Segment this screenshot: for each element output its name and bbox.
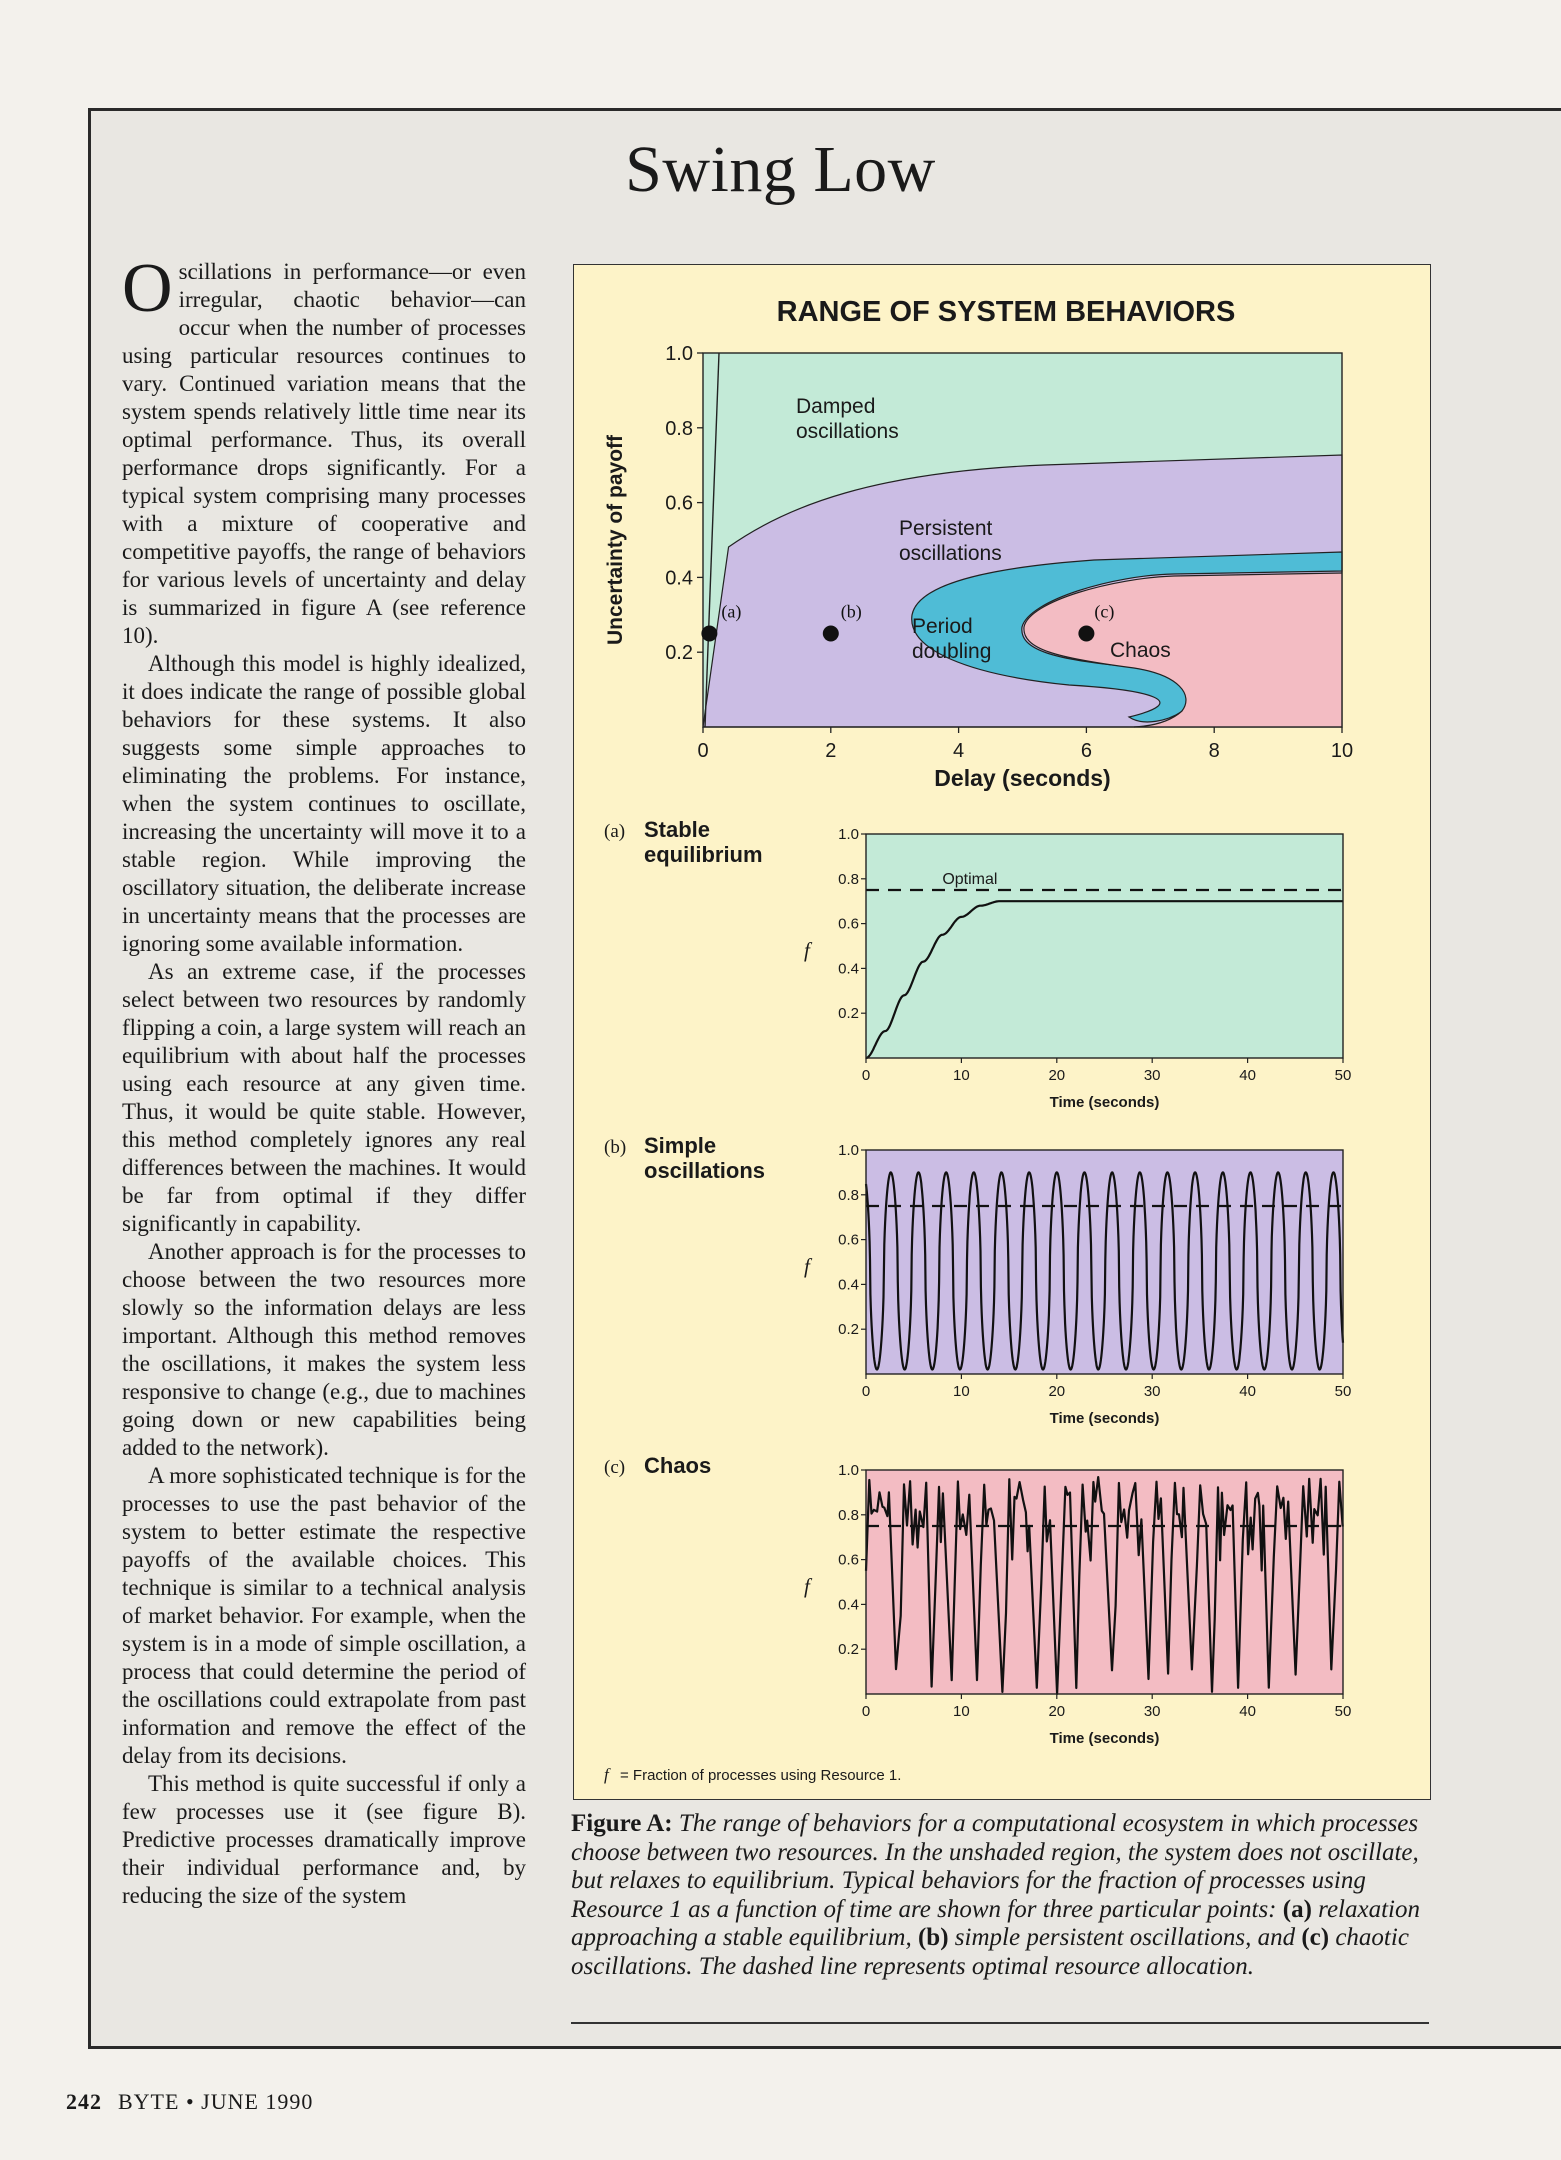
- x-tick-label: 30: [1143, 1703, 1161, 1720]
- paragraph-5: A more sophisticated technique is for the processes to use the past behavior of the system to better estimate the respective payoffs of the available choices. This technique is similar to a technical analysis of market behavior. For example, when the system is in a mode of simple oscillation, a process that could determine the period of the oscillations could extrapolate from past information and remove the effect of the delay from its decisions.: [122, 1463, 526, 1768]
- panel-letter: (c): [604, 1457, 626, 1478]
- x-tick-label: 0: [861, 1703, 871, 1720]
- x-tick-label: 50: [1334, 1067, 1352, 1084]
- y-tick-label: 0.4: [838, 1596, 859, 1614]
- panel-title: Chaos: [644, 1453, 712, 1478]
- y-axis-label: f: [804, 938, 810, 963]
- paragraph-1-text: scillations in performance—or even irregular, chaotic behavior—can occur when the number of processes using particular resources continues to vary. Continued variation means that the system spends relatively little time near its optimal performance. Thus, its overall performance drops significantly. For a typical system comprising many processes with a mixture of cooperative and competitive payoffs, the range of behaviors for various levels of uncertainty and delay is summarized in figure A (see reference 10).: [122, 259, 526, 648]
- x-tick-label: 50: [1334, 1383, 1352, 1400]
- panel-title: oscillations: [644, 1158, 766, 1183]
- x-tick-label: 30: [1143, 1383, 1161, 1400]
- paragraph-1: [122, 250, 526, 650]
- x-tick-label: 50: [1334, 1703, 1352, 1720]
- y-tick-label: 0.4: [665, 567, 693, 590]
- page-footer: [66, 2089, 313, 2115]
- map-title: RANGE OF SYSTEM BEHAVIORS: [776, 296, 1236, 328]
- region-label: oscillations: [899, 542, 1002, 565]
- region-label: doubling: [912, 640, 992, 663]
- caption-label: Figure A:: [571, 1810, 673, 1837]
- x-tick-label: 20: [1048, 1067, 1066, 1084]
- x-tick-label: 6: [1080, 740, 1092, 762]
- region-label: Period: [912, 615, 973, 638]
- footnote-f: f: [604, 1765, 609, 1784]
- x-tick-label: 40: [1239, 1067, 1256, 1084]
- y-tick-label: 1.0: [665, 343, 693, 365]
- paragraph-4: Another approach is for the processes to choose between the two resources more slowly so the information delays are less important. Although this method removes the oscillations, it makes the system less responsive to change (e.g., due to machines going down or new capabilities being added to the network).: [122, 1239, 526, 1460]
- y-tick-label: 0.8: [665, 417, 693, 440]
- x-tick-label: 8: [1208, 740, 1220, 762]
- optimal-label: Optimal: [942, 871, 998, 888]
- x-tick-label: 20: [1048, 1703, 1066, 1720]
- region-label: Damped: [796, 395, 876, 418]
- y-tick-label: 0.4: [838, 1276, 859, 1294]
- caption-text-c: chaotic oscillations. The dashed line represents optimal resource allocation.: [571, 1924, 1409, 1980]
- figure-a: [573, 264, 1431, 1800]
- y-axis-label: f: [804, 1254, 810, 1279]
- x-tick-label: 0: [861, 1067, 871, 1084]
- y-axis-label: f: [804, 1574, 810, 1599]
- caption-text-1: The range of behaviors for a computational ecosystem in which processes choose between two resources. In the unshaded region, the system does not oscillate, but relaxes to equilibrium. Typical behaviors for the fraction of processes using Resource 1 as a function of time are shown for three particular points:: [571, 1810, 1419, 1923]
- article-title: Swing Low: [625, 133, 936, 206]
- panel-a-stable: [604, 817, 1351, 1111]
- behavior-point: [1078, 626, 1094, 642]
- x-tick-label: 10: [953, 1703, 970, 1720]
- drop-cap: O: [122, 250, 173, 327]
- x-tick-label: 10: [953, 1067, 970, 1084]
- figure-caption: [571, 1810, 1431, 1981]
- y-axis-label: Uncertainty of payoff: [604, 434, 627, 646]
- caption-a: (a): [1282, 1895, 1312, 1923]
- x-tick-label: 40: [1239, 1703, 1256, 1720]
- panel-title: equilibrium: [644, 842, 763, 867]
- y-tick-label: 0.4: [838, 960, 859, 978]
- x-axis-label: Time (seconds): [1049, 1094, 1160, 1111]
- y-tick-label: 0.8: [838, 870, 859, 888]
- x-tick-label: 10: [1330, 740, 1354, 762]
- y-tick-label: 0.2: [838, 1641, 859, 1659]
- x-tick-label: 4: [953, 740, 965, 762]
- panel-letter: (a): [604, 821, 626, 842]
- caption-c: (c): [1301, 1924, 1330, 1951]
- x-tick-label: 0: [861, 1383, 871, 1400]
- caption-text-a: relaxation approaching a stable equilibrium,: [571, 1895, 1420, 1951]
- region-label: oscillations: [796, 420, 899, 443]
- panel-title: Simple: [644, 1133, 717, 1158]
- caption-rule: [571, 2022, 1429, 2024]
- y-tick-label: 0.6: [838, 915, 859, 933]
- paragraph-6: This method is quite successful if only a few processes use it (see figure B). Predictive processes dramatically improve their individual performance and, by reducing the size of the system: [122, 1771, 526, 1908]
- x-axis-label: Time (seconds): [1049, 1410, 1160, 1427]
- region-label: Chaos: [1110, 639, 1171, 662]
- footer-text: BYTE • JUNE 1990: [118, 2089, 314, 2114]
- point-label: (b): [840, 601, 862, 622]
- x-tick-label: 0: [697, 740, 709, 762]
- region-label: Persistent: [899, 517, 993, 540]
- paragraph-2: Although this model is highly idealized, it does indicate the range of possible global behaviors for these systems. It also suggests some simple approaches to eliminating the problems. For instance, when the system continues to oscillate, increasing the uncertainty will move it to a stable region. While improving the oscillatory situation, the deliberate increase in uncertainty means that the processes are ignoring some available information.: [122, 651, 526, 956]
- panel-b-simple: [604, 1133, 1351, 1427]
- behavior-point: [823, 626, 839, 642]
- x-axis-label: Time (seconds): [1049, 1730, 1160, 1747]
- y-tick-label: 0.6: [665, 492, 693, 515]
- y-tick-label: 0.2: [665, 642, 693, 665]
- x-tick-label: 20: [1048, 1383, 1066, 1400]
- y-tick-label: 0.2: [838, 1005, 859, 1023]
- paragraph-3: As an extreme case, if the processes select between two resources by randomly flipping a coin, a large system will reach an equilibrium with about half the processes using each resource at any given time. Thus, it would be quite stable. However, this method completely ignores any real differences between the machines. It would be far from optimal if they differ significantly in capability.: [122, 959, 526, 1236]
- x-tick-label: 40: [1239, 1383, 1256, 1400]
- caption-b: (b): [917, 1924, 949, 1951]
- y-tick-label: 1.0: [838, 826, 859, 843]
- x-tick-label: 2: [825, 740, 837, 762]
- y-tick-label: 0.6: [838, 1551, 859, 1569]
- footnote-text: = Fraction of processes using Resource 1.: [620, 1767, 902, 1784]
- page-number: 242: [66, 2089, 102, 2114]
- x-tick-label: 30: [1143, 1067, 1161, 1084]
- behavior-point: [701, 626, 717, 642]
- panel-title: Stable: [644, 817, 711, 842]
- region-map: [604, 343, 1353, 791]
- y-tick-label: 0.2: [838, 1321, 859, 1339]
- point-label: (c): [1094, 601, 1115, 622]
- y-tick-label: 0.6: [838, 1231, 859, 1249]
- y-tick-label: 1.0: [838, 1462, 859, 1479]
- y-tick-label: 1.0: [838, 1142, 859, 1159]
- point-label: (a): [721, 601, 742, 622]
- panel-c-chaos: [604, 1453, 1351, 1747]
- x-tick-label: 10: [953, 1383, 970, 1400]
- caption-text-b: simple persistent oscillations, and: [954, 1924, 1296, 1951]
- panel-plot-area: [866, 834, 1343, 1058]
- y-tick-label: 0.8: [838, 1506, 859, 1524]
- figure-svg: [574, 265, 1432, 1801]
- panel-letter: (b): [604, 1137, 627, 1158]
- x-axis-label: Delay (seconds): [934, 765, 1111, 791]
- y-tick-label: 0.8: [838, 1186, 859, 1204]
- body-text-column: [122, 250, 526, 1910]
